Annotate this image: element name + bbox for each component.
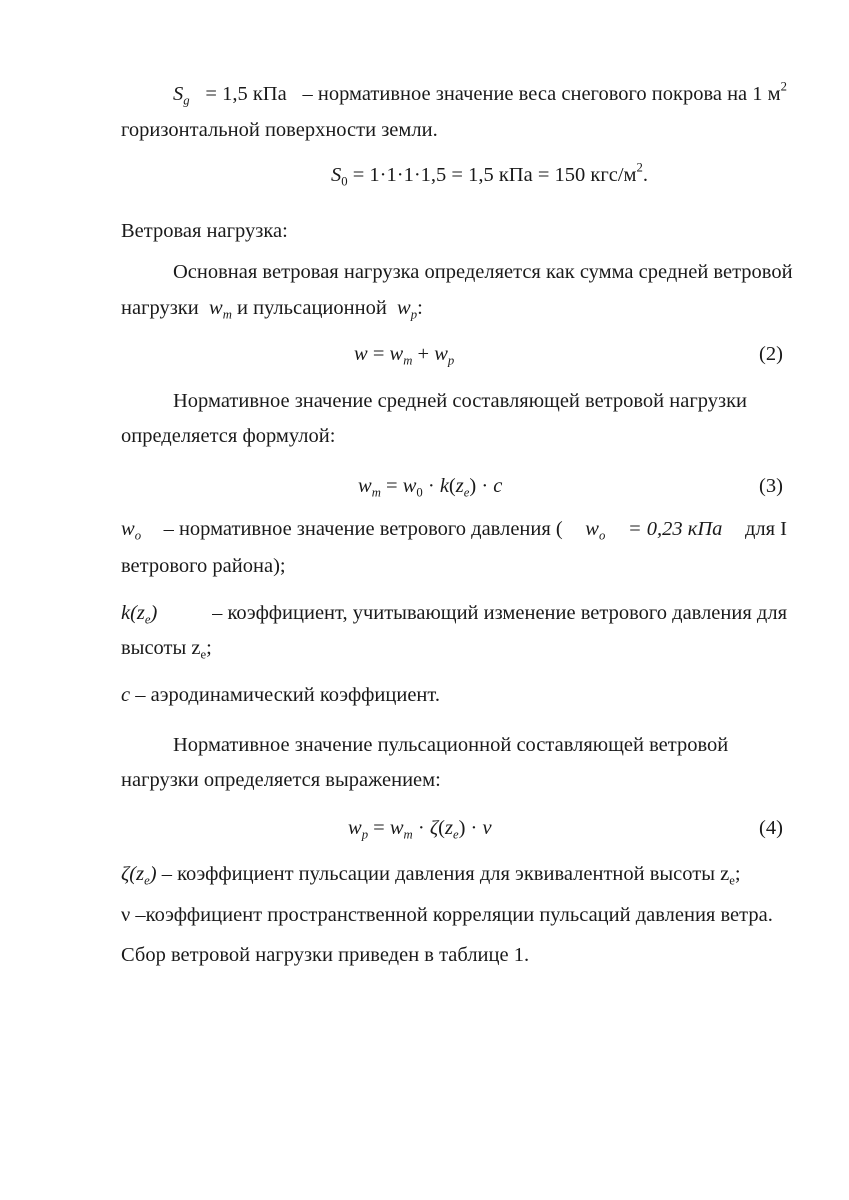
k-symbol: $k(z_e)$ — [121, 602, 158, 627]
w0-symbol: $w_o$ — [121, 518, 142, 543]
sg-description: – нормативное значение веса снегового покрова на 1 $м^2$ — [302, 79, 787, 105]
sg-value: = 1,5 кПа — [205, 83, 287, 105]
sg-symbol: $S_g$ — [173, 83, 190, 108]
w0-definition-text: – нормативное значение ветрового давления ( — [163, 518, 563, 540]
w0-inline-symbol: $w_o$ — [585, 518, 606, 543]
k-definition-line — [121, 602, 787, 627]
w0-definition-end: для I — [744, 518, 787, 540]
para3-line1: Нормативное значение пульсационной составляющей ветровой — [173, 734, 729, 756]
table-reference-line: Сбор ветровой нагрузки приведен в таблице 1. — [121, 944, 530, 966]
w0-value: = 0,23 кПа — [627, 518, 723, 540]
c-definition-line: c – аэродинамический коэффициент. — [121, 684, 440, 706]
nu-definition-line: ν –коэффициент пространственной корреляции пульсаций давления ветра. — [121, 904, 773, 926]
wind-load-heading: Ветровая нагрузка: — [121, 220, 288, 242]
k-definition-text: – коэффициент, учитывающий изменение ветрового давления для — [212, 602, 787, 624]
zeta-definition-line: $\zeta(z_e)$ – коэффициент пульсации давления для эквивалентной высоты $z_e$; — [121, 863, 741, 888]
equation-4-number: (4) — [759, 817, 783, 839]
para2-line1: Нормативное значение средней составляющей ветровой нагрузки — [173, 390, 748, 412]
para1-line1: Основная ветровая нагрузка определяется как сумма средней ветровой — [173, 261, 793, 283]
w0-definition-line2: ветрового района); — [121, 555, 286, 577]
equation-4: $w_p = w_m \cdot \zeta(z_e) \cdot \nu$ — [348, 817, 492, 842]
para1-line2: нагрузки $w_m$ и пульсационной $w_p$: — [121, 297, 423, 322]
para3-line2: нагрузки определяется выражением: — [121, 769, 441, 791]
equation-2: $w = w_m + w_p$ — [354, 343, 455, 368]
equation-3: $w_m = w_0 \cdot k(z_e) \cdot c$ — [358, 475, 503, 500]
equation-2-number: (2) — [759, 343, 783, 365]
s0-formula: $S_0 = 1\cdot 1\cdot 1\cdot 1,5 = 1,5$ кПа = 150 кгс/$м^2$. — [331, 160, 649, 189]
para2-line2: определяется формулой: — [121, 425, 336, 447]
k-definition-line2: высоты $z_e$; — [121, 637, 212, 662]
w0-definition-line — [121, 518, 787, 543]
sg-definition-line2: горизонтальной поверхности земли. — [121, 119, 438, 141]
equation-3-number: (3) — [759, 475, 783, 497]
sg-definition-line — [121, 79, 787, 108]
